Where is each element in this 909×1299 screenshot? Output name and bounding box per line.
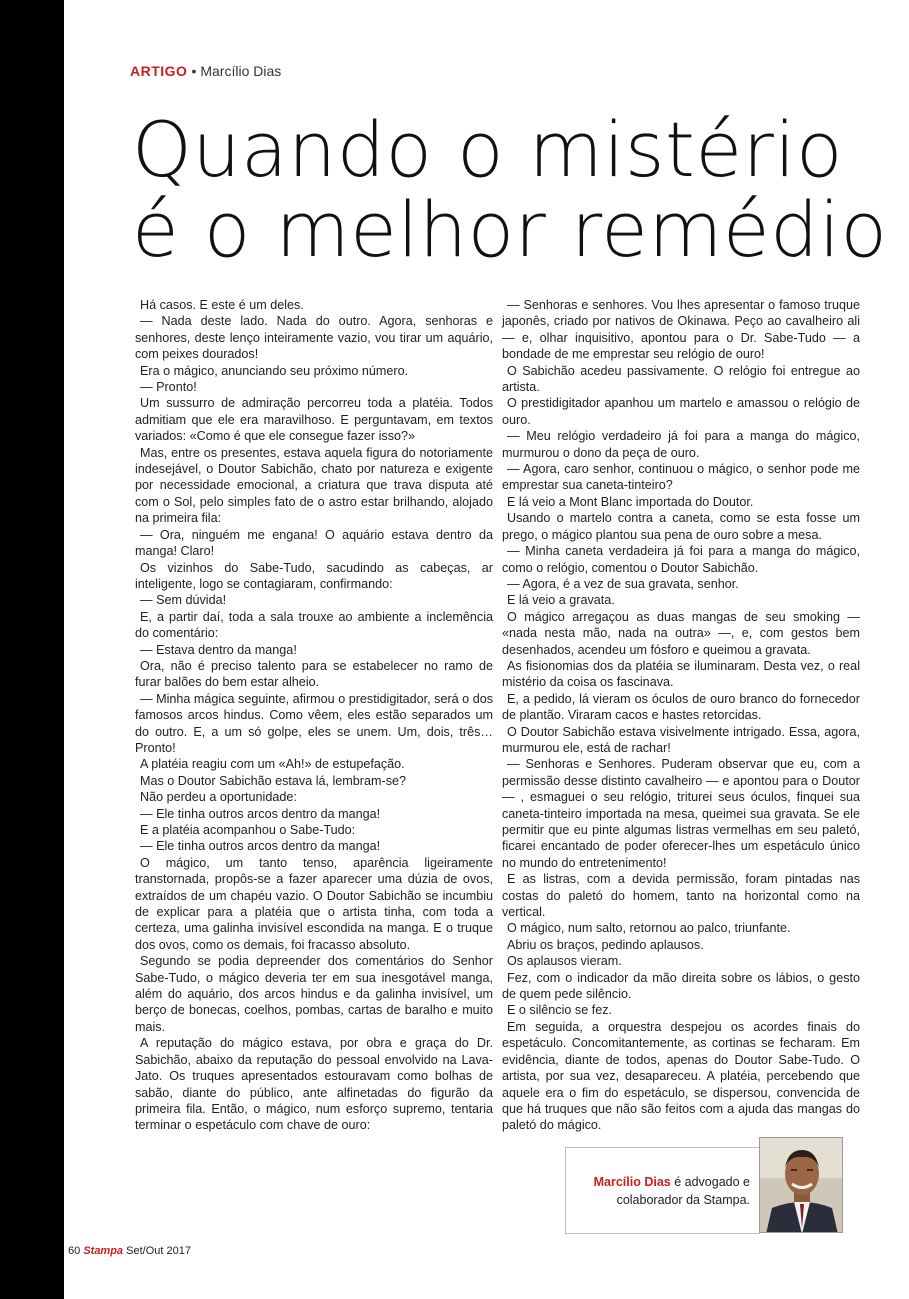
paragraph: — Minha caneta verdadeira já foi para a manga do mágico, como o relógio, comentou o Doutor Sabichão.: [502, 544, 860, 575]
paragraph: A reputação do mágico estava, por obra e graça do Dr. Sabichão, abaixo da reputação do pessoal envolvido na Lava-Jato. Os truques apresentados estouravam como bolhas de sabão, diante do público, ante alfinetadas do figurão da primeira fila. Então, o mágico, num esforço supremo, tentaria terminar o espetáculo com chave de ouro:: [135, 1036, 493, 1133]
paragraph: Ora, não é preciso talento para se estabelecer no ramo de furar balões do bem estar alheio.: [135, 658, 493, 690]
paragraph: Mas, entre os presentes, estava aquela figura do notoriamente indesejável, o Doutor Sabichão, chato por natureza e exigente por necessidade emocional, a criatura que trava disputa até com o Sol, pelo simples fato de o astro estar brilhando, alojado na primeira fila:: [135, 445, 493, 526]
paragraph: E lá veio a gravata.: [507, 593, 615, 608]
paragraph: Era o mágico, anunciando seu próximo número.: [140, 363, 409, 378]
paragraph: E, a partir daí, toda a sala trouxe ao ambiente a inclemência do comentário:: [135, 609, 493, 641]
article-column-left: [135, 297, 493, 1134]
paragraph: E, a pedido, lá vieram os óculos de ouro branco do fornecedor de plantão. Viraram cacos e hastes retorcidas.: [502, 691, 860, 723]
paragraph: O Sabichão acedeu passivamente. O relógio foi entregue ao artista.: [502, 363, 860, 395]
paragraph: Os aplausos vieram.: [507, 954, 622, 969]
paragraph: O Doutor Sabichão estava visivelmente intrigado. Essa, agora, murmurou ele, está de rachar!: [502, 724, 860, 755]
section-label: ARTIGO: [130, 63, 188, 79]
paragraph: O prestidigitador apanhou um martelo e amassou o relógio de ouro.: [502, 396, 860, 427]
paragraph: O mágico, um tanto tenso, aparência ligeiramente transtornada, propôs-se a fazer aparecer uma dúzia de ovos, extraídos de um chapéu vazio. O Doutor Sabichão se incumbiu de explicar para a platéia que o artista tinha, com toda a certeza, uma galinha invisível escondida na manga. E o truque dos ovos, como os demais, foi fracasso absoluto.: [135, 855, 493, 952]
paragraph: — Estava dentro da manga!: [140, 642, 297, 657]
paragraph: — Senhoras e senhores. Vou lhes apresentar o famoso truque japonês, criado por nativos de Okinawa. Peço ao cavalheiro ali — e, olhar inquisitivo, apontou para o Dr. Sabe-Tudo — a bondade de me emprestar seu relógio de ouro!: [502, 298, 860, 362]
paragraph: Abriu os braços, pedindo aplausos.: [507, 937, 704, 952]
paragraph: — Minha mágica seguinte, afirmou o prestidigitador, será o dos famosos arcos hindus. Como vêem, eles estão separados um do outro. E, a um só golpe, eles se unem. Um, dois, três… Pronto!: [135, 691, 493, 755]
paragraph: O mágico, num salto, retornou ao palco, triunfante.: [507, 921, 791, 936]
paragraph: Os vizinhos do Sabe-Tudo, sacudindo as cabeças, ar inteligente, logo se contagiaram, confirmando:: [135, 560, 493, 591]
paragraph: Segundo se podia depreender dos comentários do Senhor Sabe-Tudo, o mágico deveria ter em sua inesgotável manga, além do aquário, dos arcos hindus e da galinha invisível, um berço de bonecas, coelhos, pombas, cartas de baralho e muito mais.: [135, 954, 493, 1034]
paragraph: Usando o martelo contra a caneta, como se esta fosse um prego, o mágico plantou sua pena de ouro sobre a mesa.: [502, 511, 860, 542]
paragraph: O mágico arregaçou as duas mangas de seu smoking — «nada nesta mão, nada na outra» —, e, com gestos bem desenhados, acendeu um fósforo e queimou a gravata.: [502, 609, 860, 657]
paragraph: — Sem dúvida!: [140, 593, 227, 608]
paragraph: E a platéia acompanhou o Sabe-Tudo:: [140, 823, 356, 837]
left-black-bar: [0, 0, 64, 1299]
paragraph: — Nada deste lado. Nada do outro. Agora, senhoras e senhores, deste lenço inteiramente vazio, vou tirar um aquário, com peixes dourados!: [135, 314, 493, 362]
page-number: 60: [68, 1245, 81, 1257]
paragraph: E lá veio a Mont Blanc importada do Doutor.: [507, 494, 754, 509]
article-title: [132, 105, 892, 274]
paragraph: — Agora, caro senhor, continuou o mágico, o senhor pode me emprestar sua caneta-tinteiro?: [502, 462, 860, 493]
article-column-right: [502, 297, 860, 1134]
issue-date: Set/Out 2017: [126, 1245, 191, 1257]
paragraph: Há casos. E este é um deles.: [140, 298, 304, 312]
paragraph: Fez, com o indicador da mão direita sobre os lábios, o gesto de quem pede silêncio.: [502, 970, 860, 1002]
paragraph: E as listras, com a devida permissão, foram pintadas nas costas do paletó do homem, tanto na horizontal como na vertical.: [502, 872, 860, 920]
author-photo: [759, 1137, 843, 1233]
author-bio-line2: colaborador da Stampa.: [616, 1192, 750, 1207]
author-portrait-icon: [760, 1138, 843, 1233]
paragraph: — Pronto!: [140, 380, 197, 395]
paragraph: — Ele tinha outros arcos dentro da manga!: [140, 839, 381, 854]
page-footer: [68, 1245, 191, 1257]
header-author: Marcílio Dias: [200, 63, 282, 79]
paragraph: Mas o Doutor Sabichão estava lá, lembram-se?: [140, 773, 406, 788]
author-bio-name: Marcílio Dias: [593, 1174, 671, 1189]
author-bio-text: [594, 1173, 760, 1209]
header-separator: •: [191, 63, 197, 79]
paragraph: — Ele tinha outros arcos dentro da manga!: [140, 806, 381, 821]
article-header: [130, 63, 281, 79]
paragraph: — Ora, ninguém me engana! O aquário estava dentro da manga! Claro!: [135, 527, 493, 559]
paragraph: — Agora, é a vez de sua gravata, senhor.: [507, 576, 739, 591]
paragraph: Um sussurro de admiração percorreu toda a platéia. Todos admitiam que ele era maravilhoso. E perguntavam, em textos variados: «Como é que ele consegue fazer isso?»: [135, 396, 493, 444]
paragraph: As fisionomias dos da platéia se iluminaram. Desta vez, o real mistério da coisa os fascinava.: [502, 658, 860, 690]
paragraph: — Senhoras e Senhores. Puderam observar que eu, com a permissão desse distinto cavalheiro — e apontou para o Doutor — , esmaguei o seu relógio, triturei seus óculos, finquei sua caneta-tinteiro importada na mesa, queimei sua gravata. Se ele permitir que eu pinte algumas listras vermelhas em seu paletó, ficarei encantado de poder oferecer-lhes um espetáculo único no mundo do entretenimento!: [502, 757, 860, 870]
title-line-2: é o melhor remédio: [132, 185, 888, 274]
paragraph: — Meu relógio verdadeiro já foi para a manga do mágico, murmurou o dono da peça de ouro.: [502, 429, 860, 460]
paragraph: Em seguida, a orquestra despejou os acordes finais do espetáculo. Concomitantemente, as cortinas se fecharam. Em evidência, diante de todos, apenas do Doutor Sabe-Tudo. O artista, por sua vez, desapareceu. A platéia, percebendo que aquele era o fim do espetáculo, se dispersou, convencida de que há truques que não são feitos com a ajuda das mangas do paletó do mágico.: [502, 1019, 860, 1133]
title-line-1: Quando o mistério: [132, 105, 843, 194]
magazine-name: Stampa: [83, 1245, 124, 1257]
paragraph: E o silêncio se fez.: [507, 1003, 612, 1018]
paragraph: A platéia reagiu com um «Ah!» de estupefação.: [140, 757, 405, 772]
paragraph: Não perdeu a oportunidade:: [140, 790, 297, 805]
author-bio-line1: é advogado e: [670, 1174, 750, 1189]
author-bio-box: [565, 1147, 760, 1234]
